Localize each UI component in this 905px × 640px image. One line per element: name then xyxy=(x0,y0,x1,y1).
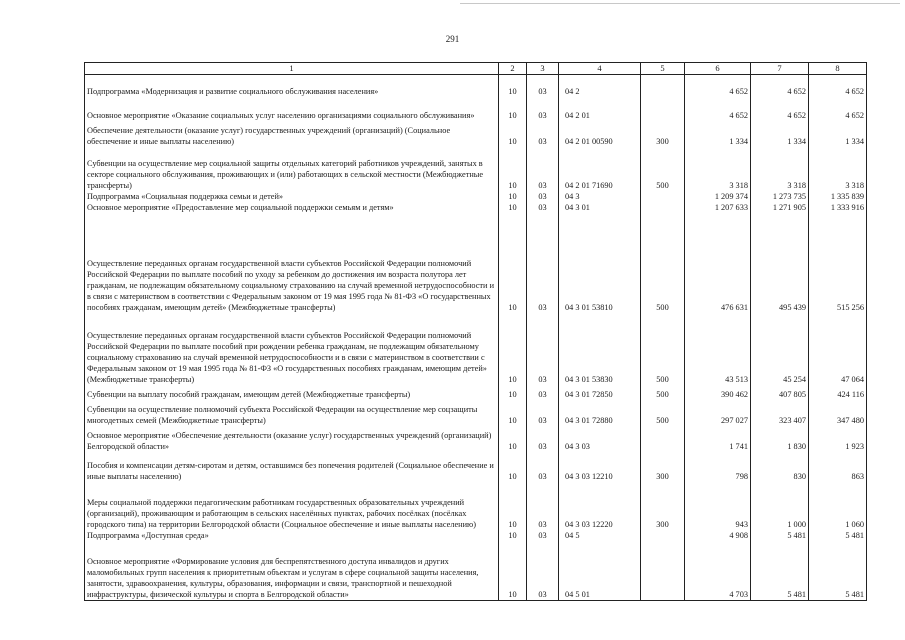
row-subsection: 03 xyxy=(527,482,559,530)
row-expense-type: 300 xyxy=(641,121,685,147)
row-target-code: 04 2 01 71690 xyxy=(559,147,641,191)
row-description: Основное мероприятие «Предоставление мер социальной поддержки семьям и детям» xyxy=(85,202,499,213)
row-amount-col6: 4 908 xyxy=(685,530,751,541)
row-section: 10 xyxy=(499,530,527,541)
row-section: 10 xyxy=(499,202,527,213)
row-amount-col7: 1 000 xyxy=(751,482,809,530)
row-amount-col8: 3 318 xyxy=(809,147,867,191)
header-col-2: 2 xyxy=(499,63,527,75)
row-amount-col6: 798 xyxy=(685,452,751,482)
row-subsection: 03 xyxy=(527,202,559,213)
row-amount-col7: 5 481 xyxy=(751,530,809,541)
row-target-code: 04 2 01 xyxy=(559,97,641,121)
header-col-4: 4 xyxy=(559,63,641,75)
row-target-code: 04 3 01 xyxy=(559,202,641,213)
row-amount-col6: 943 xyxy=(685,482,751,530)
row-subsection: 03 xyxy=(527,541,559,601)
row-section: 10 xyxy=(499,191,527,202)
row-expense-type xyxy=(641,202,685,213)
row-expense-type xyxy=(641,191,685,202)
row-section: 10 xyxy=(499,75,527,97)
row-amount-col7: 1 271 905 xyxy=(751,202,809,213)
row-subsection: 03 xyxy=(527,400,559,426)
row-section: 10 xyxy=(499,147,527,191)
row-amount-col6: 476 631 xyxy=(685,213,751,313)
row-target-code: 04 3 03 12210 xyxy=(559,452,641,482)
row-subsection: 03 xyxy=(527,191,559,202)
row-section: 10 xyxy=(499,426,527,452)
budget-table xyxy=(84,62,867,601)
row-subsection: 03 xyxy=(527,97,559,121)
row-target-code: 04 3 01 72880 xyxy=(559,400,641,426)
row-target-code: 04 2 xyxy=(559,75,641,97)
table-row xyxy=(85,530,867,541)
row-description: Обеспечение деятельности (оказание услуг) государственных учреждений (организаций) (Социальное обеспечение и иные выплаты населению) xyxy=(85,121,499,147)
row-amount-col8: 424 116 xyxy=(809,385,867,400)
row-amount-col6: 3 318 xyxy=(685,147,751,191)
row-expense-type xyxy=(641,530,685,541)
row-subsection: 03 xyxy=(527,147,559,191)
row-amount-col8: 347 480 xyxy=(809,400,867,426)
row-subsection: 03 xyxy=(527,121,559,147)
top-rule xyxy=(460,3,900,4)
row-amount-col7: 1 334 xyxy=(751,121,809,147)
row-amount-col8: 4 652 xyxy=(809,75,867,97)
row-expense-type: 500 xyxy=(641,385,685,400)
row-description: Осуществление переданных органам государственной власти субъектов Российской Федерации полномочий Российской Федерации по выплате пособий при рождении ребенка гражданам, не подлежащим обязательному социальному страхованию на случай временной нетрудоспособности и в связи с материнством в соответствии с Федеральным законом от 19 мая 1995 года № 81-ФЗ «О государственных пособиях гражданам, имеющим детей» (Межбюджетные трансферты) xyxy=(85,313,499,385)
row-amount-col7: 4 652 xyxy=(751,97,809,121)
row-description: Подпрограмма «Социальная поддержка семьи и детей» xyxy=(85,191,499,202)
row-description: Основное мероприятие «Оказание социальных услуг населению организациями социального обслуживания» xyxy=(85,97,499,121)
table-row xyxy=(85,191,867,202)
row-amount-col7: 45 254 xyxy=(751,313,809,385)
row-amount-col6: 43 513 xyxy=(685,313,751,385)
row-expense-type: 500 xyxy=(641,213,685,313)
header-col-5: 5 xyxy=(641,63,685,75)
row-amount-col6: 4 652 xyxy=(685,75,751,97)
row-target-code: 04 2 01 00590 xyxy=(559,121,641,147)
row-section: 10 xyxy=(499,452,527,482)
row-amount-col6: 1 209 374 xyxy=(685,191,751,202)
row-amount-col7: 407 805 xyxy=(751,385,809,400)
table-row xyxy=(85,482,867,530)
row-section: 10 xyxy=(499,213,527,313)
table-row xyxy=(85,385,867,400)
row-amount-col6: 297 027 xyxy=(685,400,751,426)
row-target-code: 04 3 xyxy=(559,191,641,202)
row-amount-col7: 5 481 xyxy=(751,541,809,601)
table-row xyxy=(85,202,867,213)
row-amount-col6: 1 334 xyxy=(685,121,751,147)
table-row xyxy=(85,97,867,121)
row-subsection: 03 xyxy=(527,75,559,97)
row-amount-col7: 495 439 xyxy=(751,213,809,313)
row-target-code: 04 3 03 12220 xyxy=(559,482,641,530)
row-target-code: 04 3 01 72850 xyxy=(559,385,641,400)
row-expense-type: 300 xyxy=(641,452,685,482)
row-subsection: 03 xyxy=(527,213,559,313)
row-amount-col8: 515 256 xyxy=(809,213,867,313)
row-amount-col8: 5 481 xyxy=(809,541,867,601)
row-amount-col8: 1 333 916 xyxy=(809,202,867,213)
table-header-row xyxy=(85,63,867,75)
row-amount-col8: 4 652 xyxy=(809,97,867,121)
table-row xyxy=(85,121,867,147)
header-col-7: 7 xyxy=(751,63,809,75)
row-expense-type: 500 xyxy=(641,147,685,191)
row-description: Субвенции на осуществление мер социальной защиты отдельных категорий работников учреждений, занятых в секторе социального обслуживания, проживающих и (или) работающих в сельской местности (Межбюджетные трансферты) xyxy=(85,147,499,191)
row-description: Основное мероприятие «Обеспечение деятельности (оказание услуг) государственных учреждений (организаций) Белгородской области» xyxy=(85,426,499,452)
row-section: 10 xyxy=(499,121,527,147)
table-row xyxy=(85,75,867,97)
row-target-code: 04 3 03 xyxy=(559,426,641,452)
row-target-code: 04 5 01 xyxy=(559,541,641,601)
table-row xyxy=(85,452,867,482)
row-amount-col6: 4 652 xyxy=(685,97,751,121)
row-amount-col6: 1 207 633 xyxy=(685,202,751,213)
table-row xyxy=(85,426,867,452)
row-section: 10 xyxy=(499,541,527,601)
header-col-3: 3 xyxy=(527,63,559,75)
row-subsection: 03 xyxy=(527,385,559,400)
row-subsection: 03 xyxy=(527,530,559,541)
row-description: Основное мероприятие «Формирование условия для беспрепятственного доступа инвалидов и других маломобильных групп населения к приоритетным объектам и услугам в сфере социальной защиты населения, занятости, здравоохранения, культуры, образования, информации и связи, транспортной и пешеходной инфраструктуры, физической культуры и спорта в Белгородской области» xyxy=(85,541,499,601)
row-subsection: 03 xyxy=(527,313,559,385)
row-amount-col7: 323 407 xyxy=(751,400,809,426)
row-description: Субвенции на осуществление полномочий субъекта Российской Федерации на осуществление мер соцзащиты многодетных семей (Межбюджетные трансферты) xyxy=(85,400,499,426)
row-section: 10 xyxy=(499,482,527,530)
row-section: 10 xyxy=(499,313,527,385)
row-expense-type xyxy=(641,75,685,97)
row-amount-col7: 1 273 735 xyxy=(751,191,809,202)
row-amount-col8: 1 335 839 xyxy=(809,191,867,202)
row-description: Пособия и компенсации детям-сиротам и детям, оставшимся без попечения родителей (Социальное обеспечение и иные выплаты населению) xyxy=(85,452,499,482)
table-row xyxy=(85,147,867,191)
header-col-1: 1 xyxy=(85,63,499,75)
table-row xyxy=(85,313,867,385)
row-target-code: 04 3 01 53830 xyxy=(559,313,641,385)
row-amount-col8: 863 xyxy=(809,452,867,482)
row-expense-type: 500 xyxy=(641,400,685,426)
row-amount-col8: 1 923 xyxy=(809,426,867,452)
page-number: 291 xyxy=(445,34,460,44)
row-expense-type: 300 xyxy=(641,482,685,530)
row-expense-type xyxy=(641,426,685,452)
row-expense-type xyxy=(641,97,685,121)
row-expense-type: 500 xyxy=(641,313,685,385)
row-description: Субвенции на выплату пособий гражданам, имеющим детей (Межбюджетные трансферты) xyxy=(85,385,499,400)
row-amount-col8: 1 060 xyxy=(809,482,867,530)
row-description: Осуществление переданных органам государственной власти субъектов Российской Федерации полномочий Российской Федерации по выплате пособий по уходу за ребенком до достижения им возраста полутора лет гражданам, не подлежащим обязательному социальному страхованию на случай временной нетрудоспособности и в связи с материнством в соответствии с Федеральным законом от 19 мая 1995 года № 81-ФЗ «О государственных пособиях гражданам, имеющим детей» (Межбюджетные трансферты) xyxy=(85,213,499,313)
row-amount-col6: 1 741 xyxy=(685,426,751,452)
row-description: Подпрограмма «Доступная среда» xyxy=(85,530,499,541)
row-amount-col7: 3 318 xyxy=(751,147,809,191)
row-target-code: 04 3 01 53810 xyxy=(559,213,641,313)
row-subsection: 03 xyxy=(527,426,559,452)
table-row xyxy=(85,213,867,313)
header-col-8: 8 xyxy=(809,63,867,75)
row-amount-col7: 4 652 xyxy=(751,75,809,97)
row-amount-col8: 5 481 xyxy=(809,530,867,541)
row-amount-col8: 1 334 xyxy=(809,121,867,147)
row-section: 10 xyxy=(499,400,527,426)
row-amount-col6: 4 703 xyxy=(685,541,751,601)
row-amount-col7: 1 830 xyxy=(751,426,809,452)
row-section: 10 xyxy=(499,97,527,121)
row-target-code: 04 5 xyxy=(559,530,641,541)
table-row xyxy=(85,400,867,426)
row-amount-col6: 390 462 xyxy=(685,385,751,400)
row-description: Подпрограмма «Модернизация и развитие социального обслуживания населения» xyxy=(85,75,499,97)
row-section: 10 xyxy=(499,385,527,400)
row-subsection: 03 xyxy=(527,452,559,482)
row-description: Меры социальной поддержки педагогическим работникам государственных образовательных учреждений (организаций), проживающим и работающим в сельских населённых пунктах, рабочих посёлках (посёлках городского типа) на территории Белгородской области (Социальное обеспечение и иные выплаты населению) xyxy=(85,482,499,530)
row-expense-type xyxy=(641,541,685,601)
row-amount-col8: 47 064 xyxy=(809,313,867,385)
table-row xyxy=(85,541,867,601)
header-col-6: 6 xyxy=(685,63,751,75)
row-amount-col7: 830 xyxy=(751,452,809,482)
